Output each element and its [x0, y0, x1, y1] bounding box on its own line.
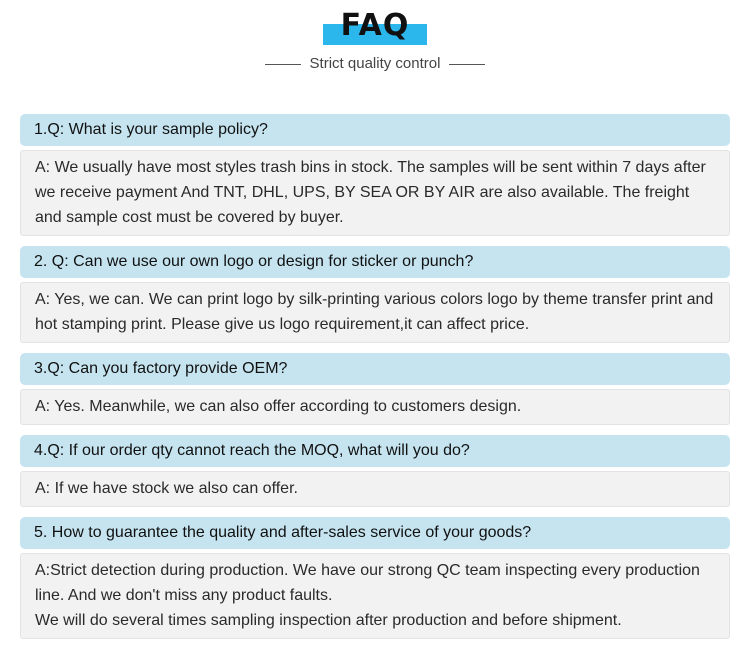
title-box	[323, 8, 428, 44]
answer-line: A: We usually have most styles trash bins in stock. The samples will be sent within 7 days after	[35, 159, 706, 176]
faq-answer	[20, 150, 730, 236]
page-title: FAQ	[340, 8, 410, 43]
answer-line: and sample cost must be covered by buyer.	[35, 209, 344, 226]
subtitle-rule-right	[449, 64, 485, 65]
answer-line: hot stamping print. Please give us logo requirement,it can affect price.	[35, 316, 530, 333]
faq-question: 4.Q: If our order qty cannot reach the MOQ, what will you do?	[20, 435, 730, 467]
answer-line: We will do several times sampling inspection after production and before shipment.	[35, 612, 622, 629]
faq-item	[20, 353, 730, 425]
answer-line: we receive payment And TNT, DHL, UPS, BY SEA OR BY AIR are also available. The freight	[35, 184, 690, 201]
answer-line: line. And we don't miss any product faults.	[35, 587, 333, 604]
faq-header	[0, 0, 750, 96]
answer-line: A:Strict detection during production. We have our strong QC team inspecting every production	[35, 562, 700, 579]
faq-item	[20, 246, 730, 343]
page-subtitle: Strict quality control	[309, 55, 441, 72]
faq-answer	[20, 471, 730, 507]
faq-item	[20, 435, 730, 507]
title-wrap	[0, 8, 750, 44]
subtitle-row	[0, 54, 750, 74]
faq-question: 2. Q: Can we use our own logo or design for sticker or punch?	[20, 246, 730, 278]
faq-answer	[20, 553, 730, 639]
subtitle-rule-left	[265, 64, 301, 65]
faq-answer	[20, 282, 730, 343]
faq-item	[20, 114, 730, 236]
answer-line: A: Yes, we can. We can print logo by silk-printing various colors logo by theme transfer print and	[35, 291, 714, 308]
faq-question: 3.Q: Can you factory provide OEM?	[20, 353, 730, 385]
answer-line: A: Yes. Meanwhile, we can also offer according to customers design.	[35, 398, 522, 415]
faq-answer	[20, 389, 730, 425]
faq-question: 5. How to guarantee the quality and after-sales service of your goods?	[20, 517, 730, 549]
answer-line: A: If we have stock we also can offer.	[35, 480, 298, 497]
faq-item	[20, 517, 730, 639]
faq-question: 1.Q: What is your sample policy?	[20, 114, 730, 146]
faq-list	[20, 114, 730, 649]
